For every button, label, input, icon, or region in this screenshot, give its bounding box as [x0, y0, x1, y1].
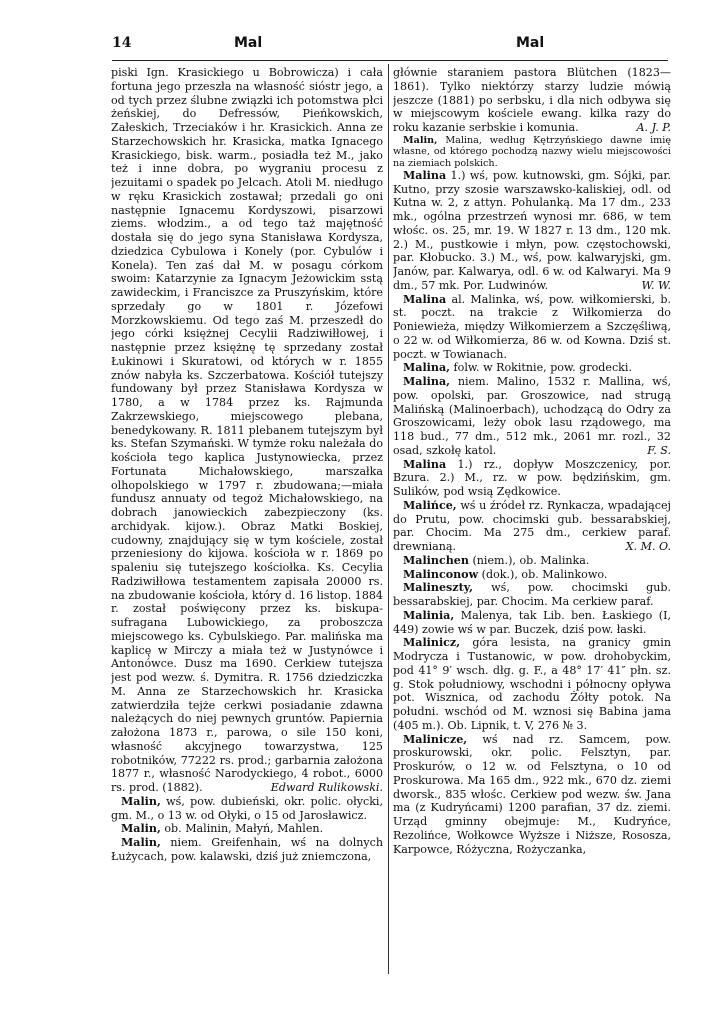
- entry-text: góra lesista, na granicy gmin Modrycza i Tustanowic, w pow. drohobyckim, pod 41° 9′ wsch. dłg. g. F., a 48° 17′ 41″ płn. sz. g. Stok południowy, wschodni i północny opływa pot. Wisznica, od zachodu Żółty potok. Na południ. wschód od M. wznosi się Babina jama (405 m.). Ob. Lipnik, t. V, 276 № 3.: [393, 636, 671, 732]
- page-number: 14: [112, 35, 132, 51]
- entry-headword: Malina: [403, 292, 447, 306]
- entry-headword: Malin,: [121, 822, 161, 836]
- entry-signature: Edward Rulikowski.: [270, 781, 383, 794]
- column-divider: [388, 64, 389, 974]
- entry-headword: Malina: [403, 457, 447, 471]
- entry-text: ob. Malinin, Małyń, Mahlen.: [164, 822, 324, 836]
- left-column: [111, 66, 383, 864]
- right-column: [393, 66, 671, 856]
- dictionary-entry: [111, 822, 383, 836]
- entry-headword: Malin,: [121, 836, 161, 849]
- entry-text: Malenya, tak Lib. ben. Łaskiego (I, 449) zowie wś w par. Buczek, dziś pow. łaski.: [393, 608, 671, 636]
- entry-text: niem. Greifenhain, wś na dolnych Łużycach, pow. kalawski, dziś już zniemczona,: [111, 836, 383, 863]
- entry-text: wś, pow. dubieński, okr. polic. ołycki, gm. M., o 13 w. od Ołyki, o 15 od Jarosławicz.: [111, 794, 383, 822]
- entry-headword: Malina,: [403, 361, 451, 375]
- entry-headword: Malina: [403, 168, 447, 182]
- entry-text: 1.) wś, pow. kutnowski, gm. Sójki, par. Kutno, przy szosie warszawsko-kaliskiej, odl. od Kutna w. 2, z attyn. Pohulanką. Ma 17 dm., 233 mk., ogólna przestrzeń wynosi mr. 686, w tem włośc. os. 25, mr. 19. W 1827 r. 13 dm., 120 mk. 2.) M., pustkowie i młyn, pow. częstochowski, par. Kłobucko. 3.) M., wś, pow. kalwaryjski, gm. Janów, par. Kalwarya, odl. 6 w. od Kalwaryi. Ma 9 dm., 57 mk. Por. Ludwinów.: [393, 168, 671, 292]
- entry-text: niem. Malino, 1532 r. Mallina, wś, pow. opolski, par. Groszowice, nad strugą Malińską (Malinoerbach), uchodzącą do Odry za Groszowicami, leży obok lasu rządowego, ma 118 bud., 77 dm., 512 mk., 2061 mr. rozl., 32 osad, szkołę katol.: [393, 375, 671, 457]
- dictionary-entry: [111, 795, 383, 823]
- entry-signature: A. J. P.: [636, 121, 671, 134]
- running-head-right: Mal: [516, 35, 545, 51]
- dictionary-entry: [111, 66, 383, 795]
- entry-signature: W. W.: [641, 278, 671, 292]
- dictionary-entry: [393, 733, 671, 857]
- running-head-left: Mal: [234, 35, 263, 51]
- entry-text: głównie staraniem pastora Blütchen (1823—1861). Tylko niektórzy starzy ludzie mówią jeszcze (1881) po serbsku, i dla nich odbywa się w miejscowym kościele ewang. kilka razy do roku kazanie serbskie i komunia.: [393, 66, 671, 134]
- entry-signature: X. M. O.: [625, 540, 671, 554]
- dictionary-entry: [393, 458, 671, 499]
- entry-text: 1.) rz., dopływ Moszczenicy, por. Bzura. 2.) M., rz. w pow. będzińskim, gm. Sulików, pod wsią Zędkowice.: [393, 457, 671, 499]
- header-rule: [112, 60, 668, 61]
- dictionary-entry: [393, 568, 671, 582]
- dictionary-entry: [393, 293, 671, 362]
- entry-headword: Malineszty,: [403, 581, 473, 595]
- entry-headword: Malin,: [403, 134, 438, 146]
- entry-headword: Malinicz,: [403, 636, 461, 650]
- dictionary-entry: [393, 375, 671, 458]
- entry-text: (dok.), ob. Malinkowo.: [481, 567, 608, 581]
- entry-text: (niem.), ob. Malinka.: [472, 553, 590, 567]
- entry-text: Malina, według Kętrzyńskiego dawne imię własne, od którego pochodzą nazwy wielu miejscowości na ziemiach polskich.: [393, 134, 671, 169]
- dictionary-entry: [393, 636, 671, 732]
- entry-headword: Malinicze,: [403, 732, 468, 746]
- dictionary-entry: [393, 554, 671, 568]
- entry-headword: Malińce,: [403, 498, 457, 512]
- entry-text: wś nad rz. Samcem, pow. proskurowski, okr. polic. Felsztyn, par. Proskurów, o 12 w. od Felsztyna, o 10 od Proskurowa. Ma 165 dm., 922 mk., 670 dz. ziemi dworsk., 835 włośc. Cerkiew pod wezw. św. Jana ma (z Kudryńcami) 1200 parafian, 37 dz. ziemi. Urząd gminny obejmuje: M., Kudryńce, Rezolińce, Wołkowce Wyższe i Niższe, Rososza, Karpowce, Różyczna, Rożyczanka,: [393, 732, 671, 856]
- dictionary-entry: [393, 609, 671, 637]
- entry-text: folw. w Rokitnie, pow. grodecki.: [453, 361, 632, 375]
- entry-text: wś, pow. chocimski gub. bessarabskiej, par. Chocim. Ma cerkiew paraf.: [393, 581, 671, 609]
- dictionary-entry: [393, 66, 671, 135]
- entry-signature: F. S.: [647, 443, 671, 457]
- dictionary-entry: [393, 135, 671, 169]
- entry-headword: Malina,: [403, 375, 451, 389]
- dictionary-entry: [393, 499, 671, 554]
- dictionary-entry: [393, 581, 671, 609]
- dictionary-entry: [393, 361, 671, 375]
- entry-text: piski Ign. Krasickiego u Bobrowicza) i cała fortuna jego przeszła na własność sióstr jego, a od tych przez ślubne związki ich potomstwa płci żeńskiej, do Defressów, Pieńkowskich, Załeskich, Trzeciaków i hr. Krasickich. Anna ze Starzechowskich hr. Krasicka, matka Ignacego Krasickiego, bisk. warm., posiadła też M., jako też i inne dobra, po wygraniu procesu z jezuitami o spadek po Jelcach. Atoli M. niedługo w ręku Krasickich zostawał; przedali go oni następnie Ignacemu Kordyszowi, pisarzowi ziems. włodzim., a od tego taż majętność dostała się do jego syna Stanisława Kordysza, dziedzica Cybulowa i Konely (por. Cybulów i Konela). Ten zaś dał M. w posagu córkom swoim: Katarzynie za Ignacym Jeżowickim sstą zawideckim, i Franciszce za Pruszyńskim, które sprzedały go w 1801 r. Józefowi Morzkowskiemu. Od tego zaś M. przeszedł do jego córki księżnej Cecylii Radziwiłłowej, i następnie przez księżnę tę sprzedany został Łukinowi i Skuratowi, od których w r. 1855 znów nabyła ks. Szczerbatowa. Kościół tutejszy fundowany był przez Stanisława Kordysza w 1780, a w 1784 przez ks. Rajmunda Zakrzewskiego, miejscowego plebana, benedykowany. R. 1811 plebanem tutejszym był ks. Stefan Szymański. W tymże roku należała do kościoła tego kaplica Justynowiecka, przez Fortunata Michałowskiego, marszałka olhopolskiego w 1797 r. zbudowana;—miała fundusz annuaty od tegoż Michałowskiego, na dobrach janowieckich zabezpieczony (ks. archidyak. kijow.). Obraz Matki Boskiej, cudowny, znajdujący się w tym kościele, został przeniesiony do kijowa. kościoła w r. 1869 po spaleniu się tutejszego kościołka. Ks. Cecylia Radziwiłłowa testamentem zapisała 20000 rs. na zbudowanie kościoła, który d. 16 listop. 1884 r. został poświęcony przez ks. biskupa-sufragana Lubowickiego, za proboszcza miejscowego ks. Cybulskiego. Par. malińska ma kaplicę w Mirczy a miała też w Justynówce i Antonówce. Dusz ma 1690. Cerkiew tutejsza jest pod wezw. ś. Dymitra. R. 1756 dziedziczka M. Anna ze Starzechowskich hr. Krasicka zatwierdziła tejże cerkwi posiadanie zdawna należących do niej pewnych gruntów. Papiernia założona 1873 r., parowa, o sile 150 koni, własność akcyjnego towarzystwa, 125 robotników, 77222 rs. prod.; garbarnia założona 1877 r., własność Narodyckiego, 4 robot., 6000 rs. prod. (1882).: [111, 66, 383, 794]
- entry-headword: Malin,: [121, 794, 161, 808]
- entry-headword: Malinconow: [403, 567, 479, 581]
- dictionary-entry: [111, 836, 383, 864]
- entry-headword: Malinia,: [403, 608, 455, 622]
- dictionary-entry: [393, 169, 671, 293]
- entry-headword: Malinchen: [403, 553, 469, 567]
- entry-text: al. Malinka, wś, pow. wiłkomierski, b. st. poczt. na trakcie z Wiłkomierza do Poniewieża, między Wiłkomierzem a Szczęśliwą, o 22 w. od Wiłkomierza, 86 w. od Kowna. Dziś st. poczt. w Towianach.: [393, 292, 671, 361]
- entry-text: wś u źródeł rz. Rynkacza, wpadającej do Prutu, pow. chocimski gub. bessarabskiej, par. Chocim. Ma 275 dm., cerkiew paraf. drewnianą.: [393, 498, 671, 554]
